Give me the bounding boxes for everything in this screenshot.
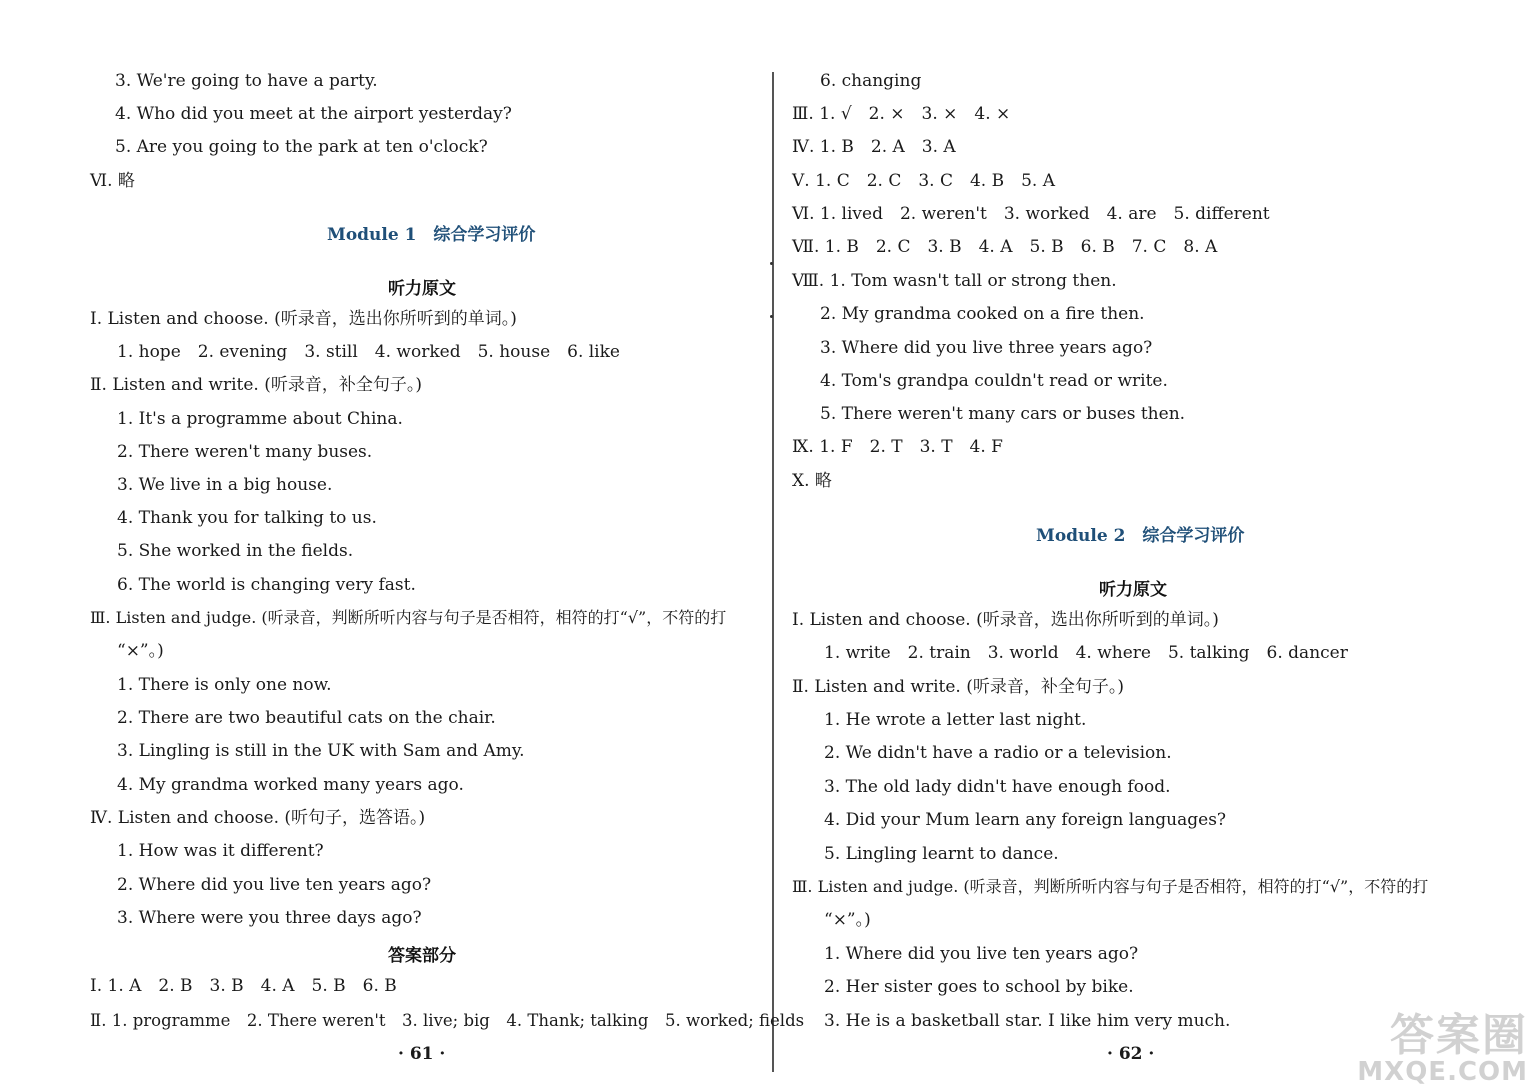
module-heading: Module 1 综合学习评价 <box>327 225 536 245</box>
text-line: 4. Did your Mum learn any foreign languages? <box>824 810 1227 830</box>
answer-line: Ⅶ. 1. B 2. C 3. B 4. A 5. B 6. B 7. C 8. A <box>792 237 1218 257</box>
text-line: 5. She worked in the fields. <box>117 541 354 561</box>
binding-mark <box>770 315 773 318</box>
text-line: 1. He wrote a letter last night. <box>824 710 1087 730</box>
text-line: 2. Where did you live ten years ago? <box>117 875 432 895</box>
text-line: 2. We didn't have a radio or a television. <box>824 743 1172 763</box>
text-line: 4. Tom's grandpa couldn't read or write. <box>820 371 1168 391</box>
text-line: “×”。) <box>824 910 871 930</box>
section-marker: Ⅵ. 略 <box>90 171 135 191</box>
answer-heading: 答案部分 <box>388 946 456 966</box>
answer-line: Ⅰ. 1. A 2. B 3. B 4. A 5. B 6. B <box>90 976 397 996</box>
text-line: 1. Where did you live ten years ago? <box>824 944 1139 964</box>
listening-heading: 听力原文 <box>1099 580 1167 600</box>
text-line: 6. changing <box>820 71 922 91</box>
text-line: 3. He is a basketball star. I like him very much. <box>824 1011 1231 1031</box>
watermark-logo <box>1357 1010 1528 1087</box>
answer-line: Ⅸ. 1. F 2. T 3. T 4. F <box>792 437 1003 457</box>
text-line: 4. My grandma worked many years ago. <box>117 775 464 795</box>
section-instruction: Ⅲ. Listen and judge. (听录音，判断所听内容与句子是否相符，相符的打“√”，不符的打 <box>792 877 1429 896</box>
text-line: 3. The old lady didn't have enough food. <box>824 777 1171 797</box>
text-line: 6. The world is changing very fast. <box>117 575 416 595</box>
listening-heading: 听力原文 <box>388 279 456 299</box>
text-line: 1. It's a programme about China. <box>117 409 403 429</box>
text-line: 5. Are you going to the park at ten o'clock? <box>115 137 488 157</box>
text-line: 1. How was it different? <box>117 841 324 861</box>
text-line: 3. We're going to have a party. <box>115 71 378 91</box>
text-line: 2. Her sister goes to school by bike. <box>824 977 1134 997</box>
watermark-cn: 答案圈 <box>1390 1010 1528 1061</box>
answer-line: Ⅷ. 1. Tom wasn't tall or strong then. <box>792 271 1117 291</box>
section-instruction: Ⅱ. Listen and write. (听录音，补全句子。) <box>90 375 423 395</box>
text-line: 2. There are two beautiful cats on the chair. <box>117 708 496 728</box>
section-instruction: Ⅱ. Listen and write. (听录音，补全句子。) <box>792 677 1125 697</box>
page-number: · 62 · <box>1107 1044 1155 1064</box>
column-divider <box>772 72 774 1072</box>
text-line: 1. write 2. train 3. world 4. where 5. talking 6. dancer <box>824 643 1348 663</box>
section-marker: Ⅹ. 略 <box>792 471 832 491</box>
text-line: 2. My grandma cooked on a fire then. <box>820 304 1145 324</box>
answer-line: Ⅳ. 1. B 2. A 3. A <box>792 137 956 157</box>
page-number: · 61 · <box>398 1044 446 1064</box>
answer-line: Ⅵ. 1. lived 2. weren't 3. worked 4. are 5. different <box>792 204 1270 224</box>
text-line: 4. Thank you for talking to us. <box>117 508 377 528</box>
section-instruction: Ⅳ. Listen and choose. (听句子，选答语。) <box>90 808 426 828</box>
text-line: 3. We live in a big house. <box>117 475 333 495</box>
binding-mark <box>770 262 773 265</box>
section-instruction: Ⅲ. Listen and judge. (听录音，判断所听内容与句子是否相符，相符的打“√”，不符的打 <box>90 608 727 627</box>
text-line: 5. There weren't many cars or buses then. <box>820 404 1186 424</box>
section-instruction: Ⅰ. Listen and choose. (听录音，选出你所听到的单词。) <box>90 309 517 329</box>
answer-line: Ⅲ. 1. √ 2. × 3. × 4. × <box>792 104 1011 124</box>
text-line: 2. There weren't many buses. <box>117 442 373 462</box>
watermark-en: MXQE.COM <box>1357 1057 1528 1087</box>
text-line: 1. hope 2. evening 3. still 4. worked 5. house 6. like <box>117 342 620 362</box>
text-line: 4. Who did you meet at the airport yesterday? <box>115 104 512 124</box>
text-line: 5. Lingling learnt to dance. <box>824 844 1059 864</box>
answer-line: Ⅱ. 1. programme 2. There weren't 3. live; big 4. Thank; talking 5. worked; fields <box>90 1011 805 1030</box>
text-line: 3. Lingling is still in the UK with Sam and Amy. <box>117 741 525 761</box>
text-line: 1. There is only one now. <box>117 675 332 695</box>
text-line: 3. Where were you three days ago? <box>117 908 422 928</box>
module-heading: Module 2 综合学习评价 <box>1036 526 1245 546</box>
answer-line: Ⅴ. 1. C 2. C 3. C 4. B 5. A <box>792 171 1055 191</box>
text-line: 3. Where did you live three years ago? <box>820 338 1153 358</box>
text-line: “×”。) <box>117 641 164 661</box>
section-instruction: Ⅰ. Listen and choose. (听录音，选出你所听到的单词。) <box>792 610 1219 630</box>
